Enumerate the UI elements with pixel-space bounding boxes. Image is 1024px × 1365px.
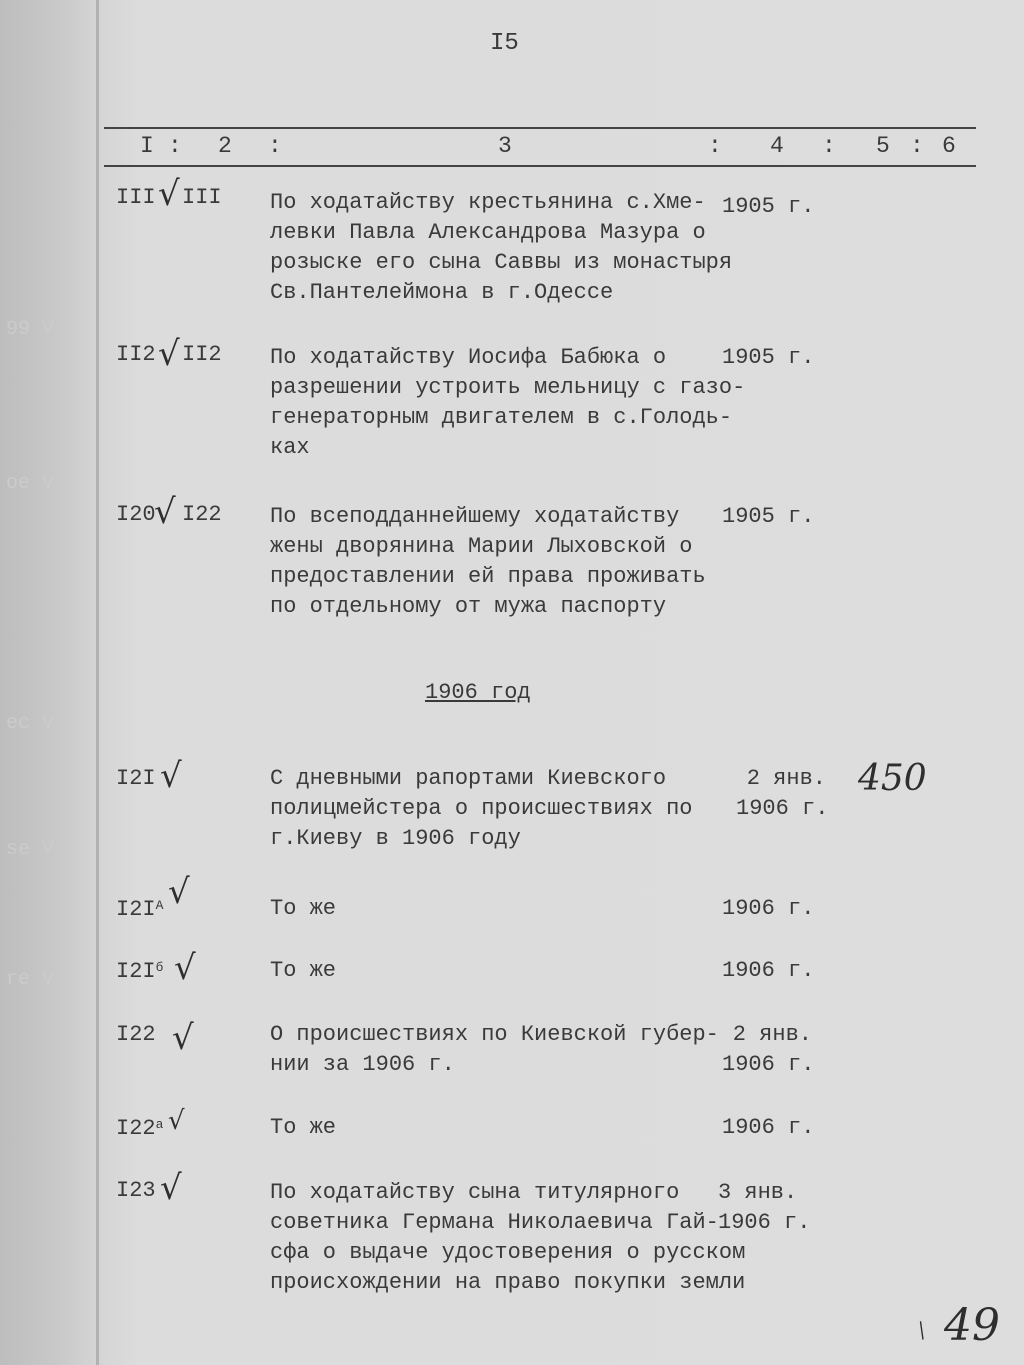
folio-slash: / xyxy=(911,1318,932,1342)
check-mark-icon: √ xyxy=(158,334,180,374)
column-separator: : xyxy=(910,133,924,159)
entry-date: 1905 г. xyxy=(722,345,815,370)
entry-date: 3 янв. 1906 г. xyxy=(718,1180,811,1235)
entry-description: То же xyxy=(270,1115,337,1140)
column-separator: : xyxy=(708,133,722,159)
entry-description: О происшествиях по Киевской губер- нии за 1906 г. xyxy=(270,1022,719,1077)
entry-number-1: $I2I^А$ xyxy=(116,897,164,922)
entry-number-2: I22 xyxy=(182,502,222,527)
entry-number-2: II2 xyxy=(182,342,222,367)
entry-date: 1906 г. xyxy=(722,958,815,983)
check-mark-icon: √ xyxy=(160,756,182,796)
column-header-4: 4 xyxy=(770,133,784,159)
entry-description: То же xyxy=(270,896,337,921)
entry-number-1: I2I xyxy=(116,766,156,791)
handwritten-sheet-count: 450 xyxy=(858,758,927,799)
entry-number-1: $I22^а$ xyxy=(116,1116,164,1141)
entry-number-2: III xyxy=(182,185,222,210)
entry-description: По ходатайству крестьянина с.Хме- левки Павла Александрова Мазура о розыске его сына Саввы из монастыря Св.Пантелеймона в г.Одессе xyxy=(270,190,733,305)
entry-number-1: III xyxy=(116,185,156,210)
entry-number-1: I22 xyxy=(116,1022,156,1047)
entry-number-1: I20 xyxy=(116,502,156,527)
check-mark-icon: √ xyxy=(174,948,196,988)
column-header-2: 2 xyxy=(218,133,232,159)
bleed-through-mark: 99 V xyxy=(6,318,55,341)
entry-date: 1906 г. xyxy=(722,896,815,921)
entry-date: 1906 г. xyxy=(722,1115,815,1140)
entry-number-1: $I2I^б$ xyxy=(116,959,164,984)
entry-date: 2 янв. 1906 г. xyxy=(722,1022,815,1077)
entry-description: По ходатайству Иосифа Бабюка о разрешении устроить мельницу с газо- генераторным двигателем в с.Голодь- ках xyxy=(270,345,746,460)
column-header-6: 6 xyxy=(942,133,956,159)
entry-date: 1905 г. xyxy=(722,194,815,219)
column-separator: : xyxy=(168,133,182,159)
entry-number-1: I23 xyxy=(116,1178,156,1203)
entry-number-suffix: б xyxy=(155,960,164,975)
column-header-3: 3 xyxy=(498,133,512,159)
entry-date: 2 янв. 1906 г. xyxy=(736,766,829,821)
handwritten-folio-number: 49 xyxy=(944,1300,1000,1351)
header-rule-top xyxy=(104,127,976,129)
entry-number-suffix: А xyxy=(155,898,164,913)
page-fold xyxy=(96,0,99,1365)
header-rule-bottom xyxy=(104,165,976,167)
entry-number-suffix: а xyxy=(155,1117,164,1132)
check-mark-icon: √ xyxy=(168,872,190,912)
entry-description: То же xyxy=(270,958,337,983)
check-mark-icon: √ xyxy=(172,1018,194,1058)
entry-date: 1905 г. xyxy=(722,504,815,529)
check-mark-icon: √ xyxy=(168,1106,185,1136)
bleed-through-mark: se V xyxy=(6,838,55,861)
check-mark-icon: √ xyxy=(160,1168,182,1208)
column-separator: : xyxy=(822,133,836,159)
bleed-through-mark: ec V xyxy=(6,712,55,735)
entry-description: По ходатайству сына титулярного советника Германа Николаевича Гай- сфа о выдаче удостоверения о русском происхождении на право покупки земли xyxy=(270,1180,746,1295)
page-number: I5 xyxy=(490,30,519,57)
check-mark-icon: √ xyxy=(154,492,176,532)
column-header-5: 5 xyxy=(876,133,890,159)
year-heading: 1906 год xyxy=(425,680,531,705)
entry-description: С дневными рапортами Киевского полицмейстера о происшествиях по г.Киеву в 1906 году xyxy=(270,766,693,851)
column-separator: : xyxy=(268,133,282,159)
entry-description: По всеподданнейшему ходатайству жены дворянина Марии Лыховской о предоставлении ей права проживать по отдельному от мужа паспорту xyxy=(270,504,706,619)
bleed-through-mark: re V xyxy=(6,968,55,991)
check-mark-icon: √ xyxy=(158,174,180,214)
entry-number-1: II2 xyxy=(116,342,156,367)
bleed-through-mark: oe V xyxy=(6,472,55,495)
column-header-1: I xyxy=(140,133,154,159)
